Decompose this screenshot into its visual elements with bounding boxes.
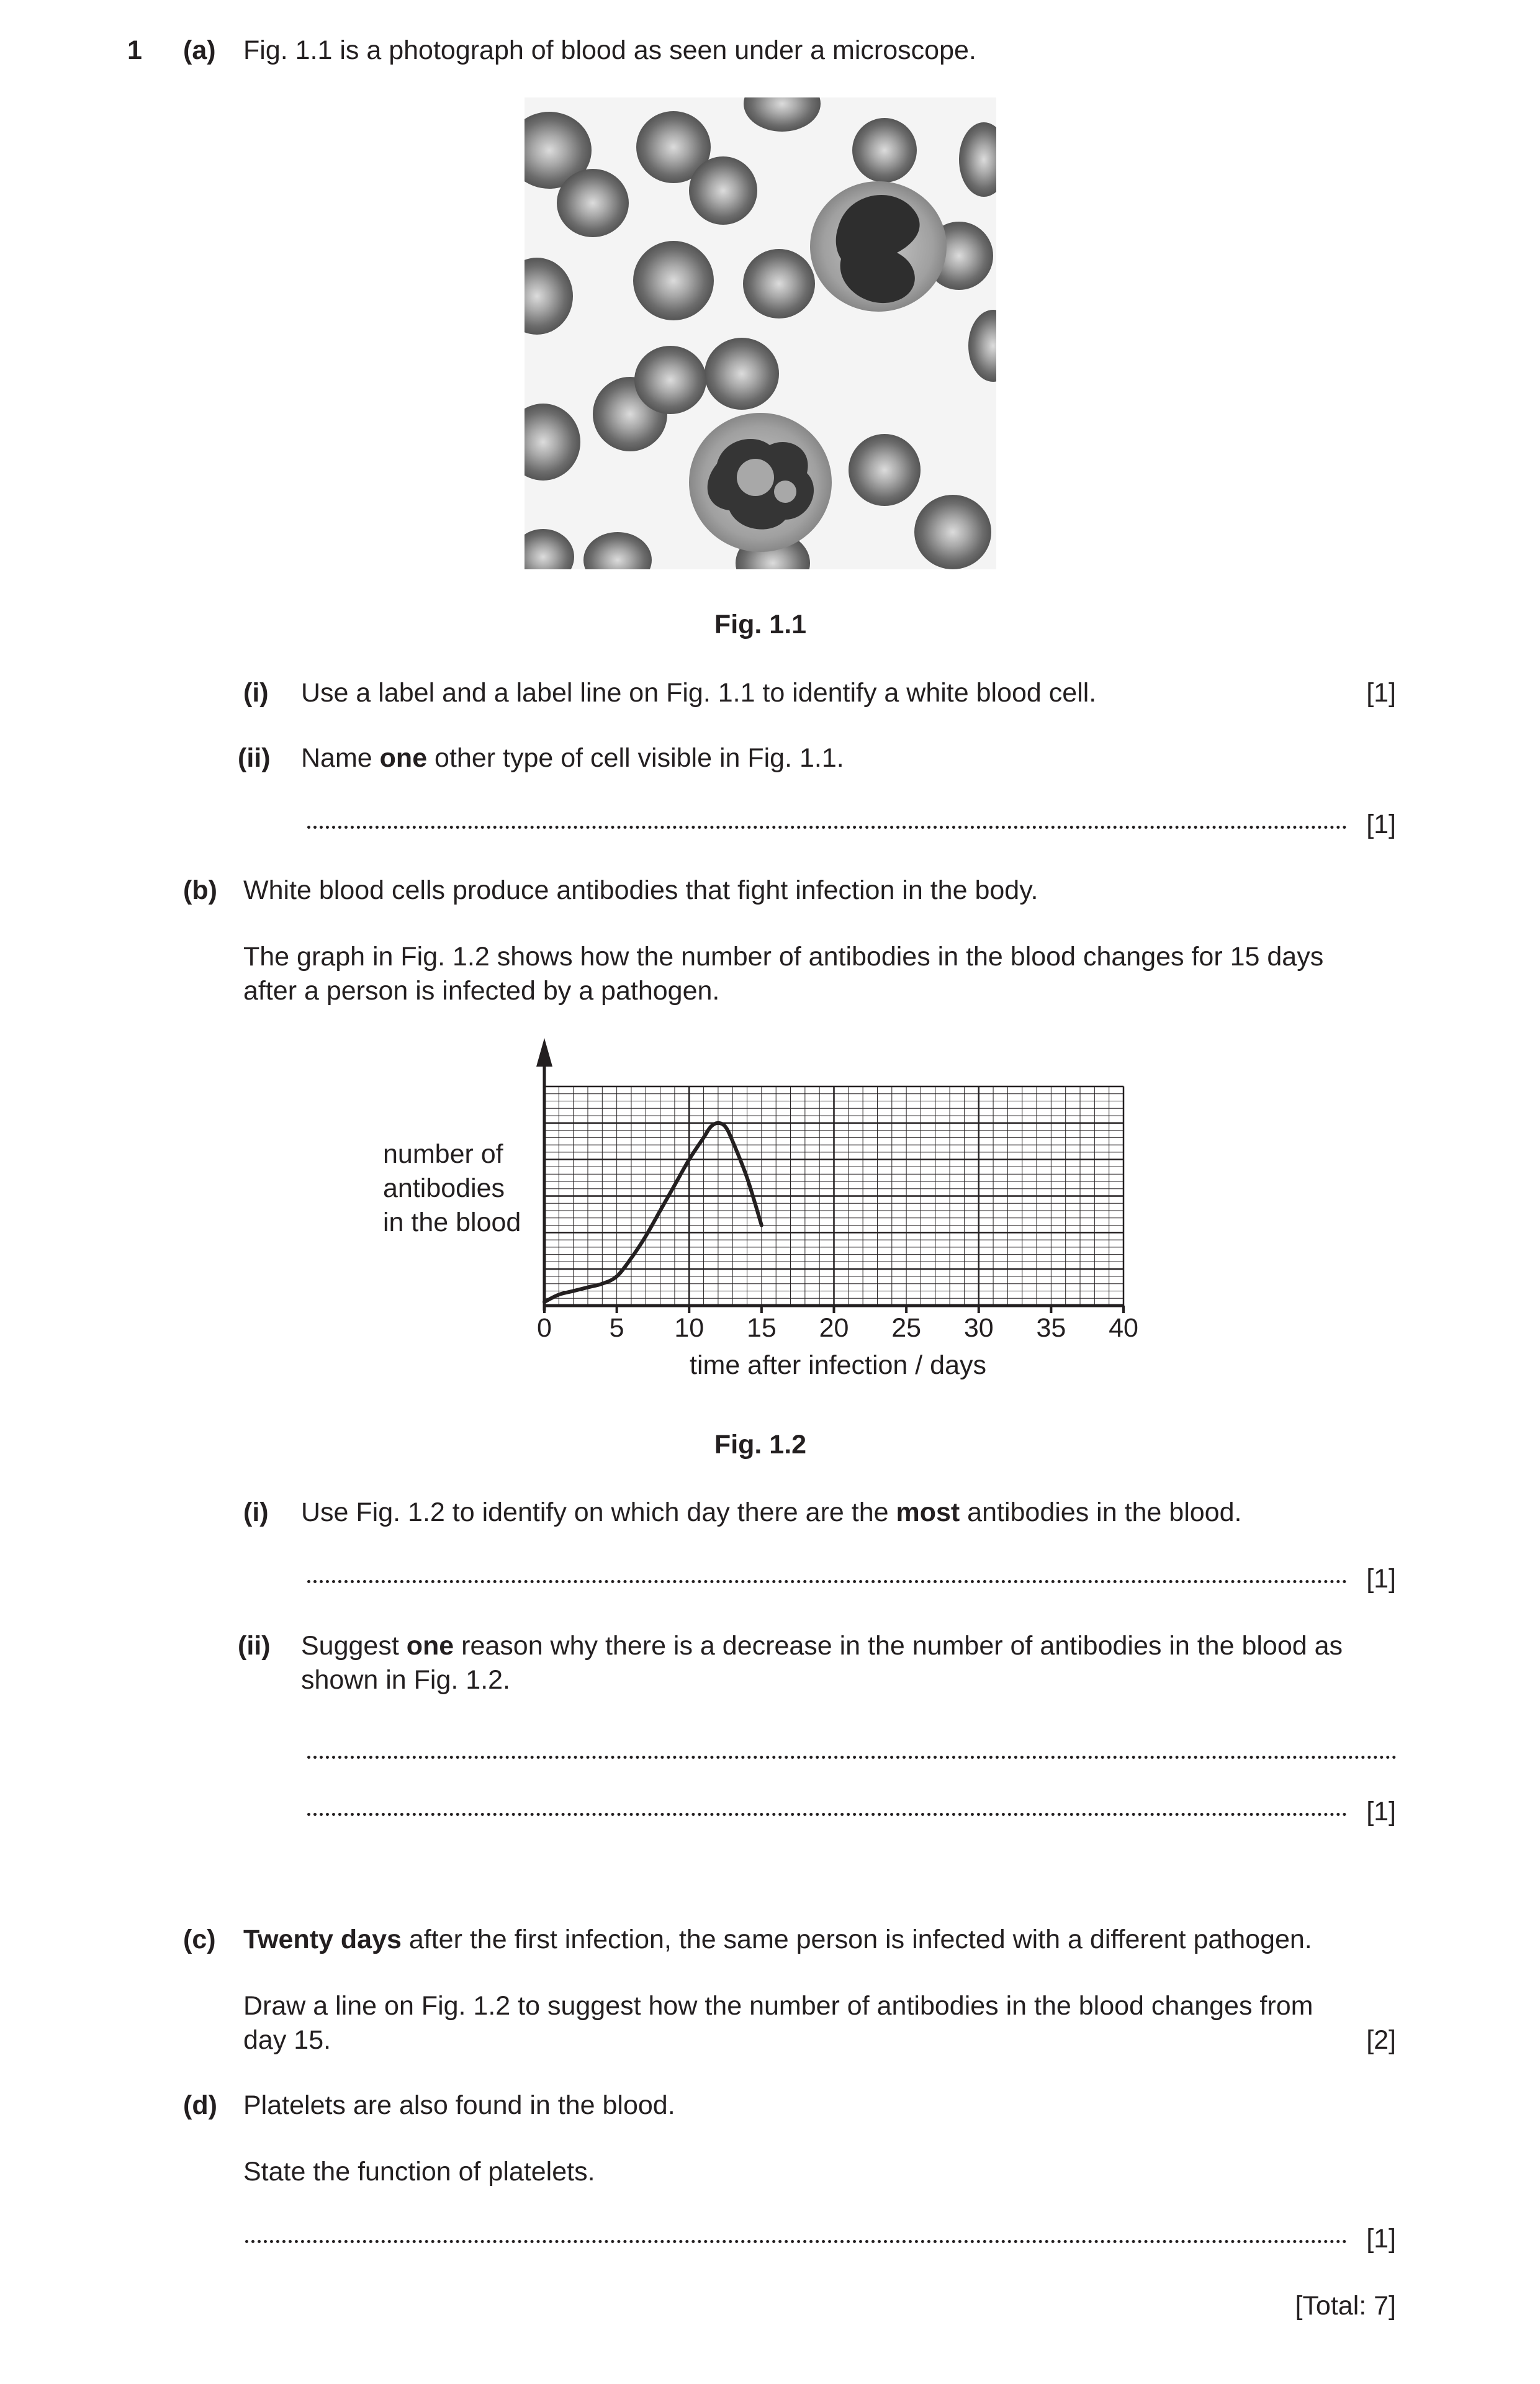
x-tick-label: 0	[537, 1313, 552, 1343]
total-marks: [Total: 7]	[1295, 2291, 1396, 2321]
part-b-i-label: (i)	[243, 1497, 269, 1527]
part-b-i-bold: most	[896, 1497, 960, 1527]
part-b-i-marks: [1]	[1366, 1564, 1396, 1594]
part-b-ii-text	[301, 1633, 1343, 1659]
x-tick-label: 35	[1036, 1313, 1066, 1343]
part-c-marks: [2]	[1366, 2025, 1396, 2055]
part-a-ii-pre: Name	[301, 743, 380, 773]
part-c-para-1: Draw a line on Fig. 1.2 to suggest how the number of antibodies in the blood changes from	[243, 1991, 1313, 2021]
part-a-label: (a)	[183, 35, 216, 65]
answer-line-b-ii-1[interactable]	[307, 1756, 1397, 1759]
answer-line-d[interactable]	[245, 2240, 1347, 2243]
x-tick-label: 30	[963, 1313, 994, 1343]
part-c-para-2: day 15.	[243, 2025, 331, 2055]
part-b-ii-post: reason why there is a decrease in the number of antibodies in the blood as	[454, 1631, 1343, 1661]
part-a-i-marks: [1]	[1366, 678, 1396, 708]
part-a-ii-marks: [1]	[1366, 810, 1396, 839]
part-b-para-2: after a person is infected by a pathogen.	[243, 976, 720, 1006]
chart-xlabel: time after infection / days	[690, 1350, 986, 1380]
part-c-text	[243, 1926, 1312, 1953]
chart-ylabel-line-3: in the blood	[383, 1208, 521, 1237]
part-a-ii-label: (ii)	[238, 743, 271, 773]
answer-line-b-i[interactable]	[307, 1580, 1347, 1583]
part-b-label: (b)	[183, 875, 217, 905]
x-tick-label: 15	[746, 1313, 777, 1343]
part-b-ii-bold: one	[406, 1631, 454, 1661]
part-d-prompt: State the function of platelets.	[243, 2157, 595, 2187]
part-a-i-label: (i)	[243, 678, 269, 708]
part-b-ii-pre: Suggest	[301, 1631, 407, 1661]
part-b-text: White blood cells produce antibodies that fight infection in the body.	[243, 875, 1038, 905]
chart-grid	[544, 1086, 1123, 1306]
part-c-label: (c)	[183, 1925, 216, 1954]
chart-ylabel-line-2: antibodies	[383, 1173, 505, 1203]
part-a-i-text: Use a label and a label line on Fig. 1.1 to identify a white blood cell.	[301, 678, 1097, 708]
part-b-ii-marks: [1]	[1366, 1797, 1396, 1826]
part-a-ii-post: other type of cell visible in Fig. 1.1.	[427, 743, 844, 773]
part-c-post: after the first infection, the same person is infected with a different pathogen.	[401, 1925, 1312, 1954]
chart-ylabel-line-1: number of	[383, 1139, 503, 1169]
answer-line-b-ii-2[interactable]	[307, 1813, 1347, 1816]
part-b-i-pre: Use Fig. 1.2 to identify on which day there are the	[301, 1497, 896, 1527]
part-b-para-1: The graph in Fig. 1.2 shows how the number of antibodies in the blood changes for 15 days	[243, 942, 1324, 972]
part-b-ii-line-2: shown in Fig. 1.2.	[301, 1665, 511, 1695]
part-b-i-post: antibodies in the blood.	[960, 1497, 1242, 1527]
antibody-curve	[544, 1123, 762, 1302]
x-tick-label: 40	[1109, 1313, 1138, 1343]
y-axis-arrow-icon	[536, 1038, 552, 1067]
x-tick-label: 10	[674, 1313, 705, 1343]
x-tick-label: 20	[819, 1313, 849, 1343]
part-d-marks: [1]	[1366, 2224, 1396, 2254]
part-c-bold: Twenty days	[243, 1925, 402, 1954]
x-tick-label: 5	[609, 1313, 624, 1343]
part-a-ii-bold: one	[379, 743, 428, 773]
part-d-label: (d)	[183, 2090, 217, 2120]
part-a-text: Fig. 1.1 is a photograph of blood as seen under a microscope.	[243, 35, 976, 65]
part-b-i-text	[301, 1499, 1241, 1526]
chart-axes	[536, 1038, 1123, 1313]
x-tick-label: 25	[891, 1313, 922, 1343]
fig-1-1-caption: Fig. 1.1	[714, 610, 807, 639]
part-d-text: Platelets are also found in the blood.	[243, 2090, 675, 2120]
fig-1-2-caption: Fig. 1.2	[714, 1430, 807, 1460]
part-b-ii-label: (ii)	[238, 1631, 271, 1661]
question-number: 1	[127, 35, 142, 65]
